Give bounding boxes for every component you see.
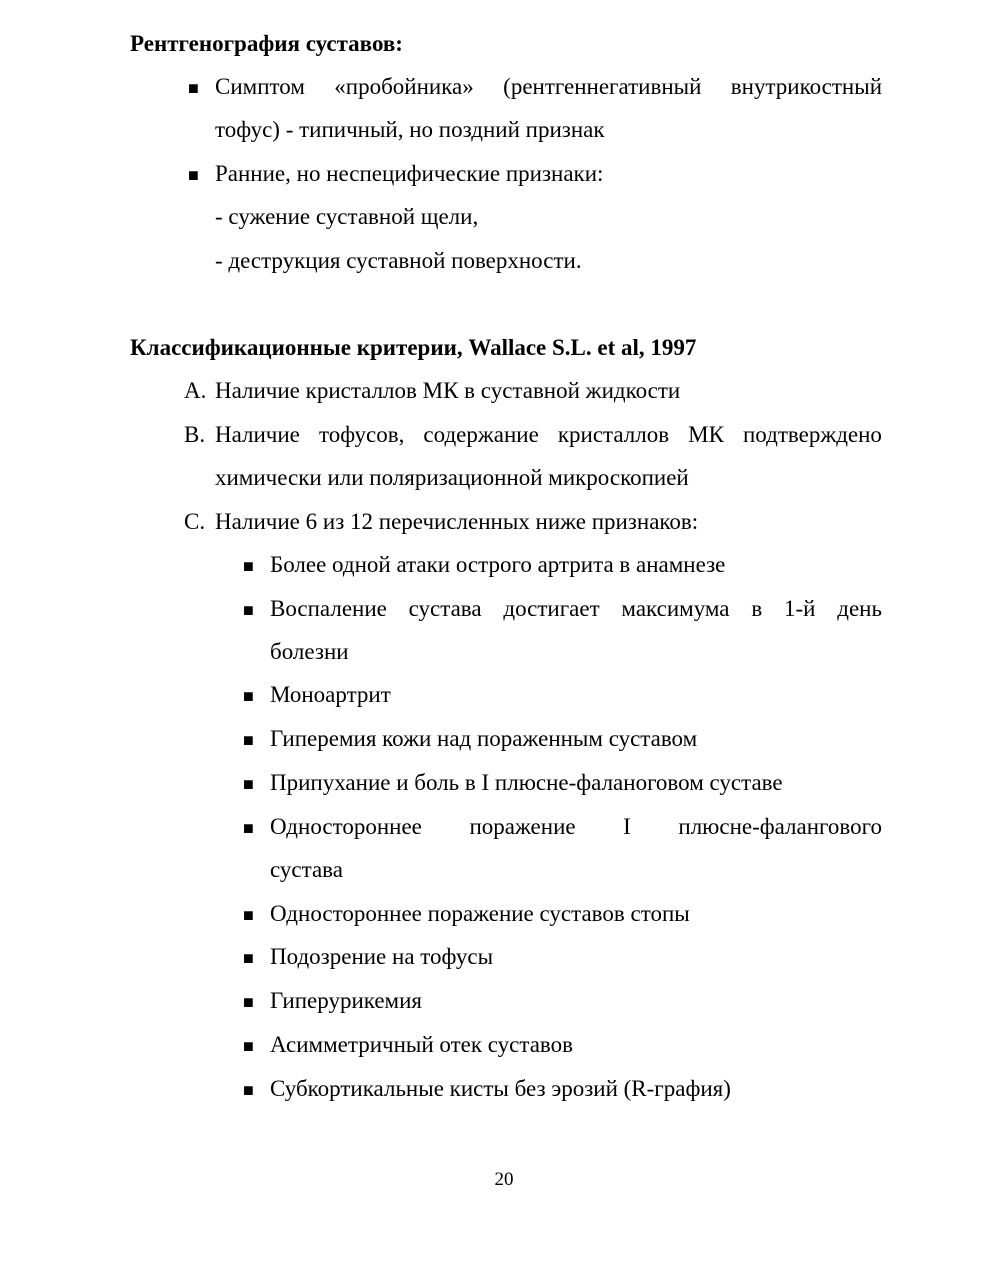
sign-item-2-line2: болезни [270, 639, 349, 664]
word: максимума [621, 596, 730, 621]
word: (рентгеннегативный [503, 74, 702, 99]
word: день [837, 596, 882, 621]
word: Симптом [215, 74, 305, 99]
word: тофусов, [318, 422, 405, 447]
word: достигает [503, 596, 600, 621]
sign-item-1: Более одной атаки острого артрита в анамнезе [270, 552, 726, 577]
word: I [623, 814, 631, 839]
word: Воспаление [270, 596, 387, 621]
criterion-b-line2: химически или поляризационной микроскопией [215, 465, 689, 490]
bullet-marker: ■ [243, 686, 254, 706]
word: в [751, 596, 763, 621]
sign-item-2-line1 [270, 594, 882, 624]
criterion-b-line1 [215, 420, 882, 450]
sub-item-surface-destruction: - деструкция суставной поверхности. [215, 248, 582, 273]
word: Одностороннее [270, 814, 422, 839]
word: сустава [408, 596, 482, 621]
sign-item-10: Асимметричный отек суставов [270, 1032, 573, 1057]
bullet-marker: ■ [243, 600, 254, 620]
word: Наличие [215, 422, 300, 447]
sign-item-3: Моноартрит [270, 682, 391, 707]
bullet-marker: ■ [243, 730, 254, 750]
bullet-marker: ■ [243, 905, 254, 925]
sign-item-8: Подозрение на тофусы [270, 944, 494, 969]
list-item-punch-symptom-line2: тофус) - типичный, но поздний признак [215, 117, 605, 142]
word: кристаллов [557, 422, 670, 447]
sign-item-6-line2: сустава [270, 857, 343, 882]
word: «пробойника» [334, 74, 474, 99]
word: 1-й [783, 596, 816, 621]
bullet-marker: ■ [188, 78, 199, 98]
word: подтверждено [742, 422, 882, 447]
sign-item-4: Гиперемия кожи над пораженным суставом [270, 726, 698, 751]
bullet-marker: ■ [243, 1080, 254, 1100]
section-heading-xray: Рентгенография суставов: [130, 31, 403, 56]
sub-item-joint-space: - сужение суставной щели, [215, 204, 479, 229]
criterion-a-text: Наличие кристаллов МК в суставной жидкости [215, 378, 681, 403]
criterion-c-text: Наличие 6 из 12 перечисленных ниже признаков: [215, 509, 699, 534]
page-number: 20 [494, 1169, 514, 1190]
criterion-letter-b: B. [184, 422, 206, 447]
word: плюсне-фалангового [678, 814, 882, 839]
list-item-early-signs: Ранние, но неспецифические признаки: [215, 161, 604, 186]
bullet-marker: ■ [243, 948, 254, 968]
criterion-letter-c: C. [184, 509, 206, 534]
word: внутрикостный [730, 74, 882, 99]
sign-item-6-line1 [270, 812, 882, 842]
list-item-punch-symptom-line1 [215, 72, 882, 102]
bullet-marker: ■ [243, 774, 254, 794]
section-heading-criteria: Классификационные критерии, Wallace S.L. et al, 1997 [130, 335, 697, 360]
sign-item-11: Субкортикальные кисты без эрозий (R-графия) [270, 1076, 731, 1101]
word: содержание [423, 422, 539, 447]
bullet-marker: ■ [243, 992, 254, 1012]
criterion-letter-a: A. [184, 378, 207, 403]
bullet-marker: ■ [188, 165, 199, 185]
bullet-marker: ■ [243, 556, 254, 576]
word: поражение [469, 814, 576, 839]
sign-item-7: Одностороннее поражение суставов стопы [270, 901, 690, 926]
sign-item-5: Припухание и боль в I плюсне-фаланоговом суставе [270, 770, 783, 795]
bullet-marker: ■ [243, 1036, 254, 1056]
bullet-marker: ■ [243, 818, 254, 838]
sign-item-9: Гиперурикемия [270, 988, 423, 1013]
word: МК [688, 422, 724, 447]
